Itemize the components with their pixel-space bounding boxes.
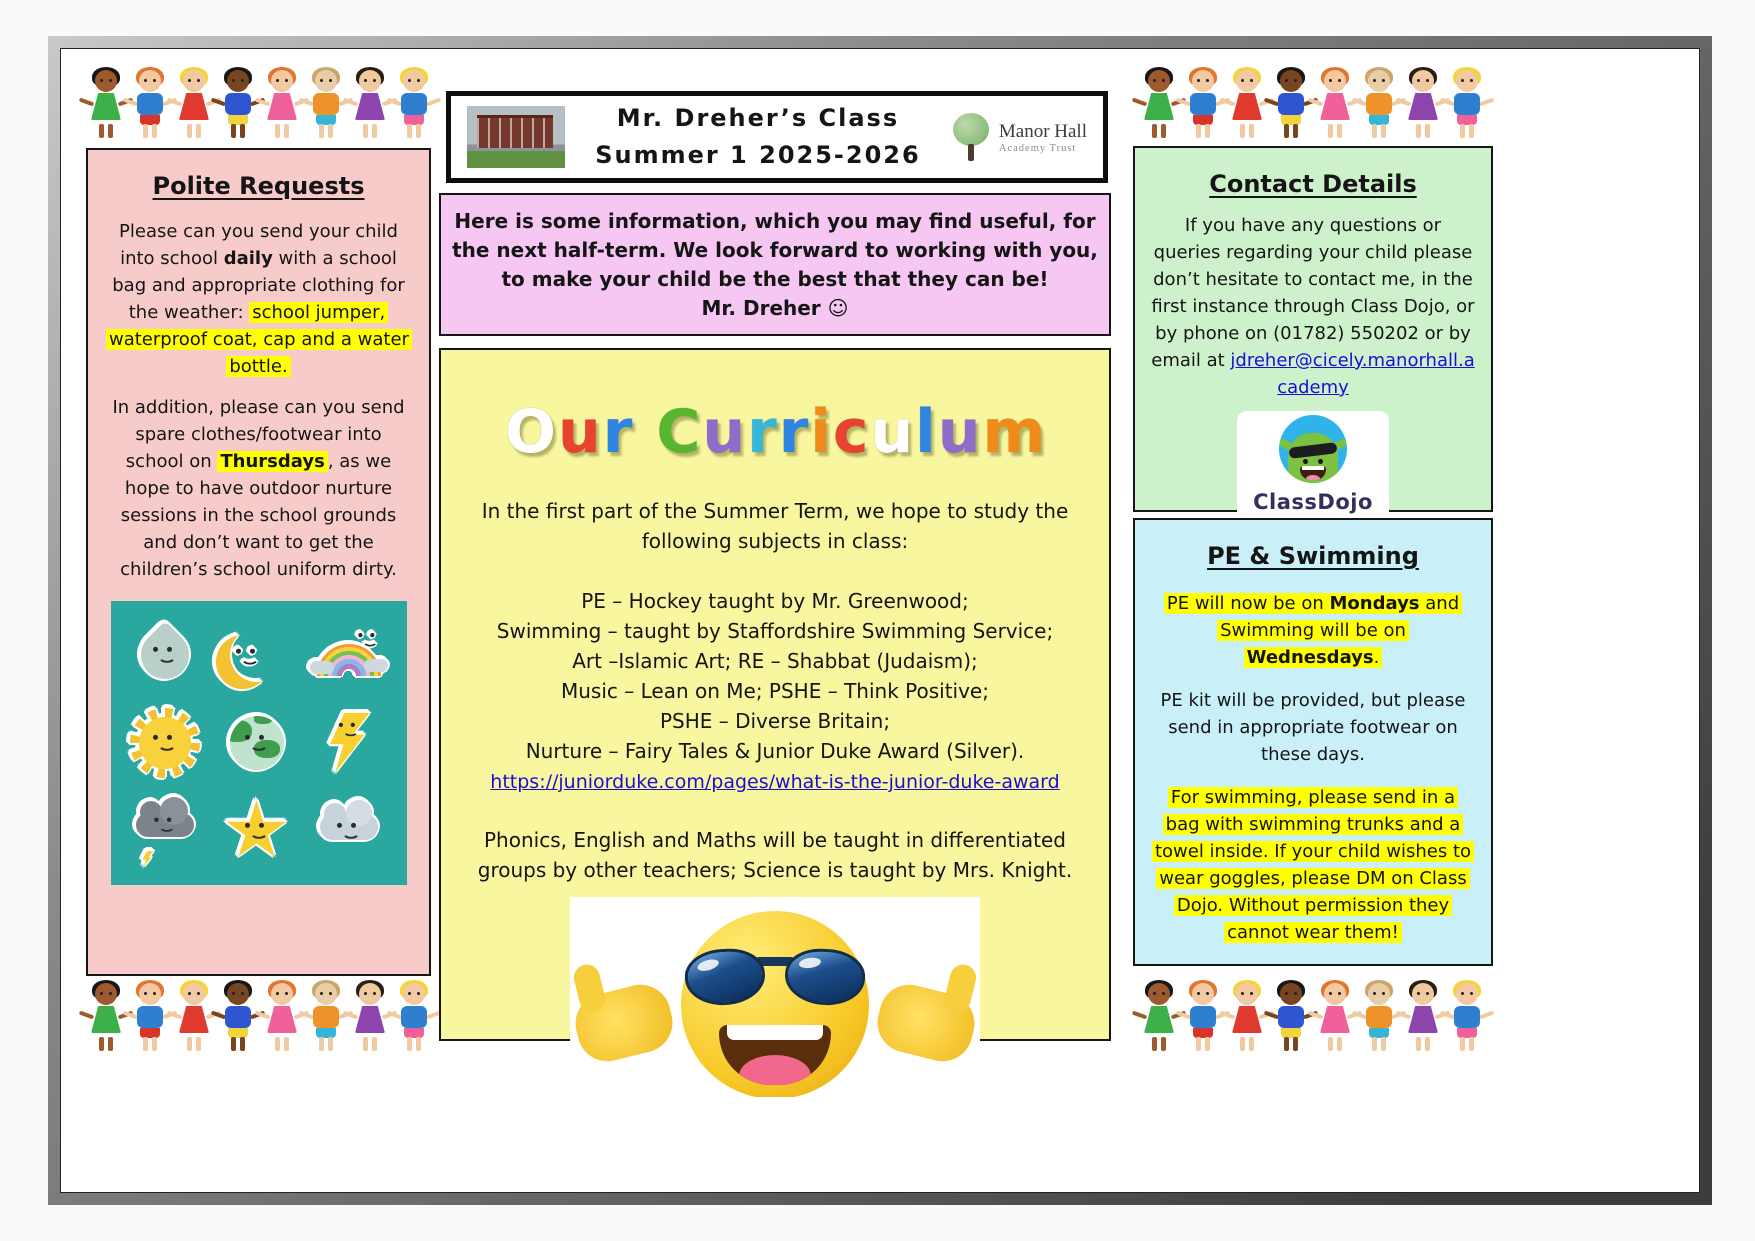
- page-frame: [48, 36, 1712, 1205]
- highlighted-text: For swimming, please send in a bag with swimming trunks and a towel inside. If your child wishes to wear goggles, please DM on Class Dojo. Without permission they cannot wear them!: [1152, 787, 1474, 943]
- welcome-note: [439, 193, 1111, 336]
- sunglasses-smiley-icon: [681, 911, 869, 1097]
- curriculum-title: O u r C u r r i c u l u m: [505, 397, 1045, 467]
- star-sticker-icon: [215, 789, 299, 873]
- child-figure: [174, 980, 214, 1056]
- curriculum-section: [439, 348, 1111, 1041]
- child-figure: [218, 67, 258, 143]
- child-figure: [1139, 67, 1179, 143]
- sun-sticker-icon: [123, 701, 207, 785]
- welcome-text: Here is some information, which you may find useful, for the next half-term. We look forward to working with you, to make your child be the best that they can be!: [452, 208, 1098, 291]
- child-figure: [1403, 67, 1443, 143]
- lightning-sticker-icon: [307, 701, 391, 785]
- child-figure: [130, 980, 170, 1056]
- school-building: [477, 115, 553, 148]
- classdojo-wordmark: ClassDojo: [1253, 490, 1373, 515]
- email-link[interactable]: jdreher@cicely.manorhall.academy: [1230, 350, 1475, 398]
- child-figure: [394, 67, 434, 143]
- child-figure: [1271, 67, 1311, 143]
- child-figure: [1315, 67, 1355, 143]
- weather-stickers-image: [111, 601, 407, 885]
- trust-name: Manor Hall: [998, 120, 1087, 142]
- subject-line: PSHE – Diverse Britain;: [659, 709, 891, 733]
- school-lawn: [467, 151, 565, 168]
- child-figure: [1403, 980, 1443, 1056]
- tree-icon: [951, 113, 991, 161]
- child-figure: [1139, 980, 1179, 1056]
- child-figure: [1447, 67, 1487, 143]
- thumbs-up-emoji-image: [570, 897, 980, 1097]
- school-photo: [467, 106, 565, 168]
- classdojo-monster-icon: [1279, 415, 1347, 483]
- subject-line: Swimming – taught by Staffordshire Swimming Service;: [496, 619, 1054, 643]
- raindrop-sticker-icon: [123, 613, 207, 697]
- pe-swimming-section: [1133, 518, 1493, 966]
- trust-subtitle: Academy Trust: [998, 142, 1077, 154]
- child-figure: [306, 67, 346, 143]
- pe-kit-text: PE kit will be provided, but please send in appropriate footwear on these days.: [1160, 690, 1466, 765]
- child-figure: [1359, 980, 1399, 1056]
- class-title: Mr. Dreher’s Class: [616, 103, 900, 132]
- newsletter-page: [60, 48, 1700, 1193]
- child-figure: [86, 67, 126, 143]
- child-figure: [1271, 980, 1311, 1056]
- highlighted-text: Thursdays: [217, 451, 327, 472]
- classdojo-logo: [1237, 411, 1389, 523]
- child-figure: [86, 980, 126, 1056]
- earth-sticker-icon: [215, 701, 299, 785]
- header: [446, 91, 1108, 183]
- sunglasses-icon: [685, 949, 865, 1005]
- highlighted-text: school jumper, waterproof coat, cap and a water bottle.: [106, 302, 412, 377]
- term-title: Summer 1 2025-2026: [595, 141, 921, 169]
- polite-paragraph-2: In addition, please can you send spare clothes/footwear into school on Thursdays , as we hope to have outdoor nurture sessions in the school grounds and don’t want to get the children’s school uniform dirty.: [112, 397, 405, 580]
- contact-details-heading: Contact Details: [1209, 170, 1417, 198]
- child-figure: [1315, 980, 1355, 1056]
- pe-swimming-heading: PE & Swimming: [1207, 542, 1419, 570]
- polite-paragraph-1: Please can you send your child into school daily with a school bag and appropriate clothing for the weather: school jumper, waterproof coat, cap and a water bottle.: [106, 218, 411, 380]
- children-border-top-right: [1139, 63, 1487, 143]
- child-figure: [1227, 980, 1267, 1056]
- child-figure: [350, 980, 390, 1056]
- subject-line: Music – Lean on Me; PSHE – Think Positive;: [561, 679, 989, 703]
- contact-text: If you have any questions or queries regarding your child please don’t hesitate to contact me, in the first instance through Class Dojo, or by phone on (01782) 550202 or by email at jdreher@cicely.manorhall.academy: [1151, 215, 1475, 398]
- subject-line: Art –Islamic Art; RE – Shabbat (Judaism);: [572, 649, 978, 673]
- storm-sticker-icon: [123, 789, 207, 873]
- cloud-sticker-icon: [307, 789, 391, 873]
- subject-line: Nurture – Fairy Tales & Junior Duke Award (Silver).: [525, 739, 1025, 763]
- child-figure: [350, 67, 390, 143]
- child-figure: [174, 67, 214, 143]
- curriculum-intro: In the first part of the Summer Term, we hope to study the following subjects in class:: [481, 499, 1069, 553]
- pe-days-text: [1151, 590, 1475, 671]
- manor-hall-logo: [951, 113, 1087, 161]
- polite-requests-section: [86, 148, 431, 976]
- swimming-text: [1151, 784, 1475, 946]
- child-figure: [1183, 67, 1223, 143]
- polite-requests-heading: Polite Requests: [152, 172, 365, 200]
- children-border-bottom-right: [1139, 976, 1487, 1056]
- child-figure: [306, 980, 346, 1056]
- contact-details-section: [1133, 146, 1493, 515]
- child-figure: [130, 67, 170, 143]
- moon-sticker-icon: [215, 613, 299, 697]
- child-figure: [262, 980, 302, 1056]
- highlighted-text: PE will now be on Mondays and Swimming will be on Wednesdays.: [1164, 593, 1462, 668]
- welcome-signature: Mr. Dreher ☺: [701, 295, 849, 320]
- child-figure: [262, 67, 302, 143]
- curriculum-outro: Phonics, English and Maths will be taught in differentiated groups by other teachers; Science is taught by Mrs. Knight.: [477, 827, 1073, 882]
- child-figure: [1447, 980, 1487, 1056]
- children-border-bottom-left: [86, 976, 434, 1056]
- rainbow-sticker-icon: [307, 613, 391, 697]
- children-border-top-left: [86, 63, 434, 143]
- subject-list: [457, 586, 1093, 766]
- thumb-up-right-icon: [871, 978, 980, 1067]
- junior-duke-link[interactable]: https://juniorduke.com/pages/what-is-the-junior-duke-award: [490, 771, 1060, 793]
- child-figure: [1183, 980, 1223, 1056]
- child-figure: [394, 980, 434, 1056]
- child-figure: [1359, 67, 1399, 143]
- child-figure: [218, 980, 258, 1056]
- subject-line: PE – Hockey taught by Mr. Greenwood;: [581, 589, 969, 613]
- page-title: [579, 100, 937, 174]
- thumb-up-left-icon: [570, 978, 679, 1067]
- child-figure: [1227, 67, 1267, 143]
